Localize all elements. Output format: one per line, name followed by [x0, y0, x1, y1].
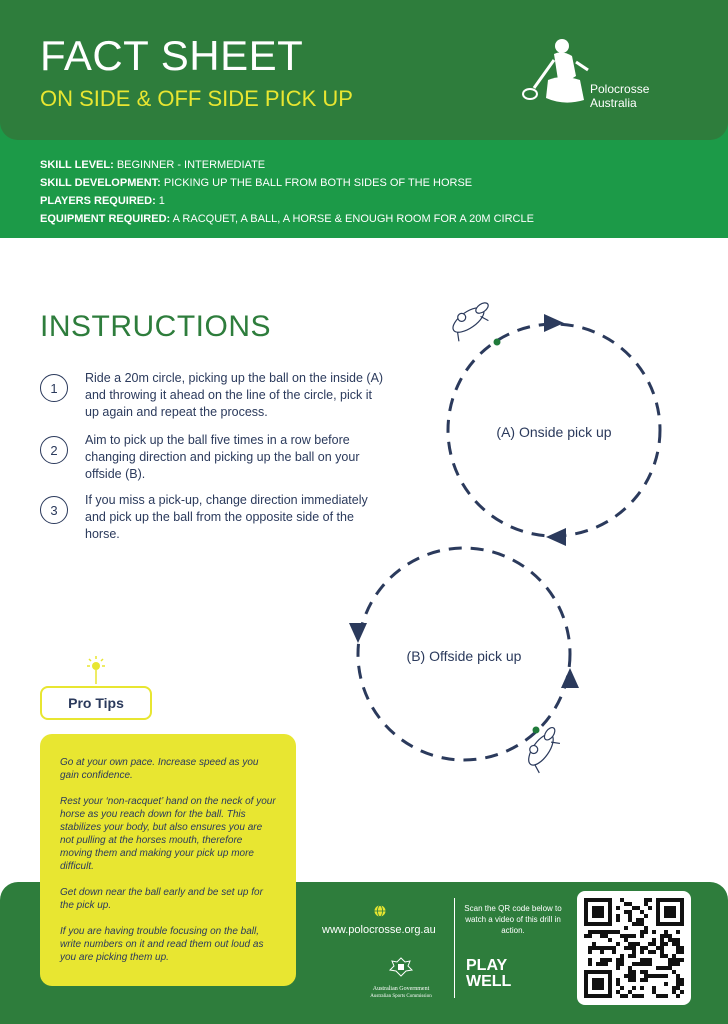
step-number: 3	[40, 496, 68, 524]
polocrosse-logo	[518, 36, 698, 110]
globe-icon	[374, 905, 386, 917]
tip-item: If you are having trouble focusing on the ball, write numbers on it and read them out loud as you are picking them up.	[60, 926, 264, 963]
skill-value: 1	[158, 195, 165, 207]
pro-tips-badge: Pro Tips	[40, 686, 152, 720]
circle-b-arrow-right	[561, 668, 579, 688]
pro-tips-box	[40, 734, 296, 986]
gov-line2: Australian Sports Commission	[370, 994, 432, 999]
circle-a-arrow-bottom	[546, 528, 566, 546]
page-title: FACT SHEET	[40, 32, 304, 79]
horse-rider-icon	[446, 297, 495, 341]
skill-value: BEGINNER - INTERMEDIATE	[116, 159, 266, 171]
circle-a-arrow-top	[544, 314, 564, 332]
skill-label: SKILL LEVEL:	[40, 159, 114, 171]
qr-instructions: Scan the QR code below to watch a video of this drill in action.	[464, 904, 562, 935]
skill-label: PLAYERS REQUIRED:	[40, 195, 156, 207]
crest-icon	[388, 956, 414, 978]
tip-item: Rest your ‘non-racquet’ hand on the neck of your horse as you reach down for the ball. This stabilizes your body, but also ensures you are not pulling at the horses mouth, therefore moving them and making your pick up more difficult.	[60, 796, 276, 872]
play-well-logo	[466, 958, 511, 990]
page-subtitle: ON SIDE & OFF SIDE PICK UP	[40, 86, 353, 111]
instructions-heading: INSTRUCTIONS	[40, 310, 271, 343]
step-text: Ride a 20m circle, picking up the ball on the inside (A) and throwing it ahead on the line of the circle, pick it up again and repeat the process.	[85, 371, 384, 419]
equipment-required-row	[40, 210, 728, 228]
logo-text: Polocrosse Australia	[590, 82, 650, 110]
lightbulb-icon	[84, 654, 108, 684]
circle-b-arrow-left	[349, 623, 367, 643]
website-link[interactable]: www.polocrosse.org.au	[322, 924, 436, 936]
circle-drill-diagram	[340, 290, 720, 790]
tip-item: Go at your own pace. Increase speed as you gain confidence.	[60, 757, 259, 781]
header-banner	[0, 0, 728, 140]
players-required-row	[40, 192, 728, 210]
skill-label: SKILL DEVELOPMENT:	[40, 177, 161, 189]
horse-rider-icon	[521, 723, 565, 772]
step-number: 2	[40, 436, 68, 464]
tip-item: Get down near the ball early and be set up for the pick up.	[60, 887, 263, 911]
circle-a-label: (A) Onside pick up	[496, 424, 612, 440]
skill-label: EQUIPMENT REQUIRED:	[40, 213, 171, 225]
step-number: 1	[40, 374, 68, 402]
gov-line1: Australian Government	[372, 986, 430, 992]
qr-code-icon	[584, 898, 684, 998]
step-text: If you miss a pick-up, change direction immediately and pick up the ball from the opposite side of the horse.	[85, 493, 368, 541]
skill-development-row	[40, 174, 728, 192]
polocrosse-logo-icon	[518, 36, 598, 108]
skill-value: A RACQUET, A BALL, A HORSE & ENOUGH ROOM FOR A 20M CIRCLE	[172, 213, 534, 225]
footer-divider	[454, 898, 455, 998]
step-text: Aim to pick up the ball five times in a row before changing direction and picking up the ball on your offside (B).	[85, 433, 360, 481]
ball-b	[533, 727, 540, 734]
circle-b-label: (B) Offside pick up	[406, 648, 522, 664]
skill-level-row	[40, 156, 728, 174]
playwell-line2: WELL	[466, 973, 512, 990]
skill-value: PICKING UP THE BALL FROM BOTH SIDES OF THE HORSE	[163, 177, 473, 189]
ball-a	[494, 339, 501, 346]
qr-code[interactable]	[577, 891, 691, 1005]
playwell-line1: PLAY	[466, 957, 508, 974]
australian-government-logo	[364, 956, 438, 1000]
